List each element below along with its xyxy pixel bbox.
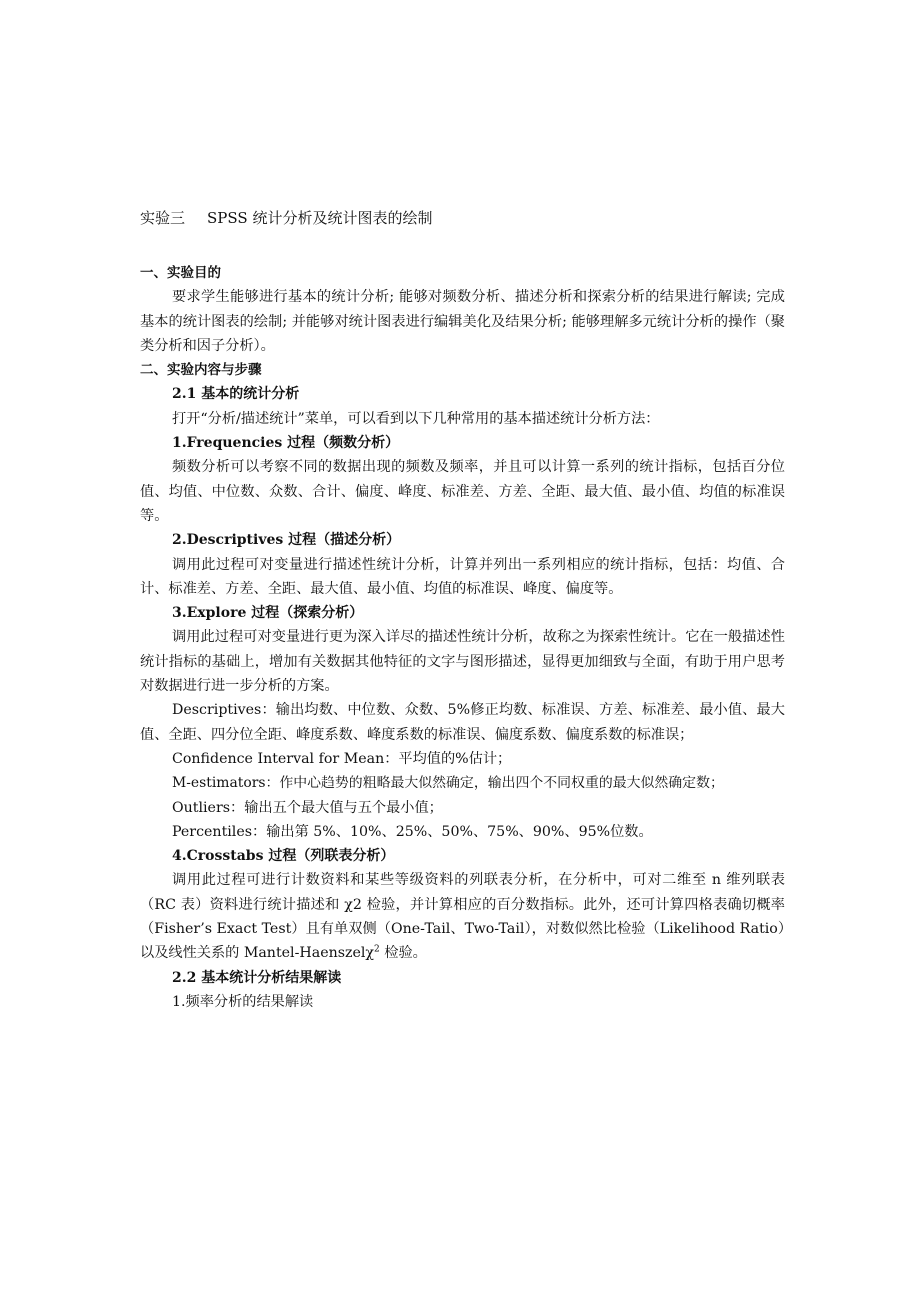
descriptives-heading: 2.Descriptives 过程（描述分析） — [172, 532, 401, 549]
explore-percentiles-item: Percentiles：输出第 5%、10%、25%、50%、75%、90%、95%位数。 — [172, 823, 653, 840]
crosstabs-heading: 4.Crosstabs 过程（列联表分析） — [172, 848, 395, 865]
crosstabs-paragraph-tail: 检验。 — [379, 945, 427, 962]
explore-descriptives-item: Descriptives：输出均数、中位数、众数、5%修正均数、标准误、方差、标准差、最小值、最大值、全距、四分位全距、峰度系数、峰度系数的标准误、偏度系数、偏度系数的标准误； — [140, 702, 785, 743]
basic-analysis-intro: 打开“分析/描述统计”菜单，可以看到以下几种常用的基本描述统计分析方法： — [172, 410, 660, 427]
descriptives-paragraph: 调用此过程可对变量进行描述性统计分析，计算并列出一系列相应的统计指标，包括：均值、合计、标准差、方差、全距、最大值、最小值、均值的标准误、峰度、偏度等。 — [140, 556, 785, 597]
objective-paragraph: 要求学生能够进行基本的统计分析; 能够对频数分析、描述分析和探索分析的结果进行解读; 完成基本的统计图表的绘制; 并能够对统计图表进行编辑美化及结果分析; 能够理解多元统计分析的操作（聚类分析和因子分析）。 — [140, 289, 785, 354]
crosstabs-paragraph-text: 调用此过程可进行计数资料和某些等级资料的列联表分析，在分析中，可对二维至 n 维列联表（RC 表）资料进行统计描述和 χ2 检验，并计算相应的百分数指标。此外，还可计算四格表确切概率（Fisher’s Exact Test）且有单双侧（One-Tail、Two-Tail），对数似然比检验（Likelihood Ratio）以及线性关系的 Mantel-Haenszelχ — [140, 872, 785, 962]
frequencies-paragraph: 频数分析可以考察不同的数据出现的频数及频率，并且可以计算一系列的统计指标，包括百分位值、均值、中位数、众数、合计、偏度、峰度、标准差、方差、全距、最大值、最小值、均值的标准误等。 — [140, 459, 785, 524]
section-heading-objective: 一、实验目的 — [140, 265, 221, 281]
chi-square-superscript: 2 — [374, 944, 380, 955]
title-experiment-number: 实验三 — [140, 209, 186, 227]
explore-confidence-interval-item: Confidence Interval for Mean：平均值的%估计； — [172, 750, 512, 767]
crosstabs-paragraph — [140, 868, 785, 965]
subsection-heading-basic-analysis: 2.1 基本的统计分析 — [172, 386, 300, 403]
subsection-heading-results: 2.2 基本统计分析结果解读 — [172, 969, 342, 986]
explore-heading: 3.Explore 过程（探索分析） — [172, 605, 364, 622]
frequency-results-item: 1.频率分析的结果解读 — [172, 993, 314, 1010]
title-topic: SPSS 统计分析及统计图表的绘制 — [207, 209, 433, 227]
section-heading-content: 二、实验内容与步骤 — [140, 362, 262, 379]
explore-outliers-item: Outliers：输出五个最大值与五个最小值； — [172, 799, 443, 816]
explore-m-estimators-item: M-estimators：作中心趋势的粗略最大似然确定，输出四个不同权重的最大似然确定数； — [172, 775, 724, 792]
frequencies-heading: 1.Frequencies 过程（频数分析） — [172, 435, 400, 452]
explore-paragraph: 调用此过程可对变量进行更为深入详尽的描述性统计分析，故称之为探索性统计。它在一般描述性统计指标的基础上，增加有关数据其他特征的文字与图形描述，显得更加细致与全面，有助于用户思考对数据进行进一步分析的方案。 — [140, 629, 785, 695]
document-page — [140, 205, 785, 1014]
page-title — [140, 205, 785, 231]
